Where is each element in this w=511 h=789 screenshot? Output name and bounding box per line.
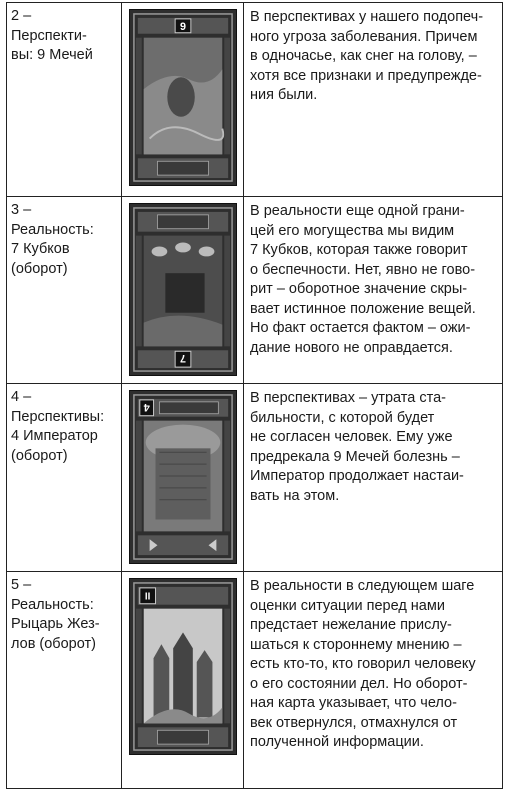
text-line: есть кто-то, кто говорил человеку bbox=[250, 656, 476, 672]
text-line: Но факт остается фактом – ожи- bbox=[250, 320, 471, 336]
text-line: вает истинное положение вещей. bbox=[250, 300, 476, 317]
card-cell bbox=[121, 572, 243, 788]
text-line: ная карта указывает, что чело- bbox=[250, 695, 457, 711]
label-line: Рыцарь Жез- bbox=[11, 616, 100, 632]
interpretation-text bbox=[243, 384, 503, 571]
text-line: вать на этом. bbox=[250, 487, 340, 504]
text-line: хотя все признаки и предупрежде- bbox=[250, 67, 482, 84]
label-line: Реальность: bbox=[11, 221, 94, 238]
text-line: В реальности в следующем шаге bbox=[250, 578, 475, 594]
label-line: 4 – bbox=[11, 389, 32, 405]
card-image-four-emperor-reversed bbox=[129, 390, 237, 564]
table-row bbox=[6, 196, 503, 383]
label-line: 5 – bbox=[11, 577, 32, 593]
text-line: век отвернулся, отмахнулся от bbox=[250, 714, 458, 731]
label-line: (оборот) bbox=[11, 260, 68, 277]
tarot-spread-table bbox=[6, 2, 503, 789]
text-line: 7 Кубков, которая также говорит bbox=[250, 242, 468, 258]
text-line: В перспективах – утрата ста- bbox=[250, 390, 446, 406]
label-line: Перспекти- bbox=[11, 27, 87, 44]
card-number: 7 bbox=[179, 352, 186, 365]
text-line: в одночасье, как снег на голову, – bbox=[250, 48, 477, 64]
card-image-knight-of-wands-reversed bbox=[129, 578, 237, 755]
text-line: цей его могущества мы видим bbox=[250, 222, 455, 239]
position-label bbox=[6, 384, 121, 571]
text-line: дание нового не оправдается. bbox=[250, 339, 453, 356]
label-line: 2 – bbox=[11, 8, 32, 24]
card-number: 4 bbox=[143, 400, 150, 413]
table-row bbox=[6, 571, 503, 789]
interpretation-text bbox=[243, 572, 503, 788]
text-line: не согласен человек. Ему уже bbox=[250, 429, 453, 445]
label-line: вы: 9 Мечей bbox=[11, 47, 93, 63]
text-line: ного угроза заболевания. Причем bbox=[250, 28, 478, 45]
text-line: предрекала 9 Мечей болезнь – bbox=[250, 448, 460, 465]
text-line: бильности, с которой будет bbox=[250, 409, 435, 426]
card-cell bbox=[121, 3, 243, 196]
text-line: оценки ситуации перед нами bbox=[250, 597, 445, 614]
text-line: В реальности еще одной грани- bbox=[250, 203, 465, 219]
label-line: (оборот) bbox=[11, 447, 68, 464]
text-line: рит – оборотное значение скры- bbox=[250, 281, 468, 297]
card-number: 9 bbox=[179, 20, 186, 33]
text-line: полученной информации. bbox=[250, 734, 424, 750]
label-line: 4 Император bbox=[11, 428, 98, 444]
label-line: лов (оборот) bbox=[11, 635, 96, 652]
text-line: шаться к стороннему мнению – bbox=[250, 636, 462, 653]
label-line: 7 Кубков bbox=[11, 241, 70, 257]
label-line: Реальность: bbox=[11, 596, 94, 613]
text-line: о его состоянии дел. Но оборот- bbox=[250, 675, 468, 692]
card-cell bbox=[121, 197, 243, 383]
table-row bbox=[6, 383, 503, 571]
card-number: II bbox=[144, 591, 150, 603]
text-line: о беспечности. Нет, явно не гово- bbox=[250, 261, 476, 278]
interpretation-text bbox=[243, 197, 503, 383]
label-line: 3 – bbox=[11, 202, 32, 218]
text-line: Император продолжает настаи- bbox=[250, 468, 464, 484]
label-line: Перспективы: bbox=[11, 408, 105, 425]
position-label bbox=[6, 3, 121, 196]
position-label bbox=[6, 572, 121, 788]
text-line: предстает нежелание прислу- bbox=[250, 617, 452, 633]
card-image-seven-of-cups-reversed bbox=[129, 203, 237, 376]
interpretation-text bbox=[243, 3, 503, 196]
card-cell bbox=[121, 384, 243, 571]
text-line: ния были. bbox=[250, 87, 318, 103]
position-label bbox=[6, 197, 121, 383]
card-image-nine-of-swords bbox=[129, 9, 237, 186]
text-line: В перспективах у нашего подопеч- bbox=[250, 9, 484, 25]
table-row bbox=[6, 2, 503, 196]
